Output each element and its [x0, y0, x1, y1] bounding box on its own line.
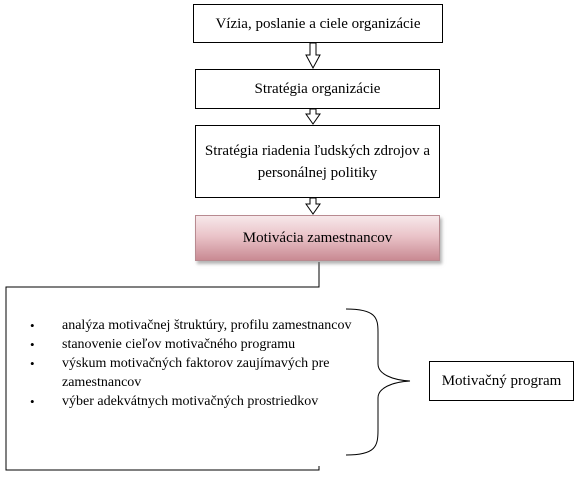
bullet-icon: • [30, 318, 35, 333]
motivation-box [195, 215, 440, 261]
hr-strategy-box [195, 125, 440, 198]
activity-list [30, 316, 352, 411]
program-label: Motivačný program [441, 373, 562, 389]
list-item [30, 392, 352, 411]
program-box [429, 361, 574, 401]
bullet-icon: • [30, 337, 35, 352]
bullet-icon: • [30, 356, 35, 371]
hr-strategy-label: Stratégia riadenia ľudských zdrojov a personálnej politiky [204, 142, 431, 181]
down-arrow-1 [306, 43, 320, 68]
strategy-label: Stratégia organizácie [254, 81, 381, 97]
list-item [30, 335, 352, 354]
vision-box [193, 4, 443, 43]
bullet-icon: • [30, 394, 35, 409]
list-item-text: analýza motivačnej štruktúry, profilu zamestnancov [62, 318, 352, 333]
curly-brace [346, 309, 410, 455]
strategy-box [195, 69, 440, 109]
list-item-text: výber adekvátnych motivačných prostriedkov [62, 394, 319, 409]
vision-label: Vízia, poslanie a ciele organizácie [215, 15, 421, 32]
motivation-label: Motivácia zamestnancov [242, 230, 393, 246]
list-item [30, 316, 352, 335]
down-arrow-2 [306, 109, 320, 124]
down-arrow-3 [306, 198, 320, 214]
list-item [30, 354, 352, 392]
list-item-text: výskum motivačných faktorov zaujímavých pre zamestnancov [62, 356, 330, 390]
list-item-text: stanovenie cieľov motivačného programu [62, 337, 296, 352]
